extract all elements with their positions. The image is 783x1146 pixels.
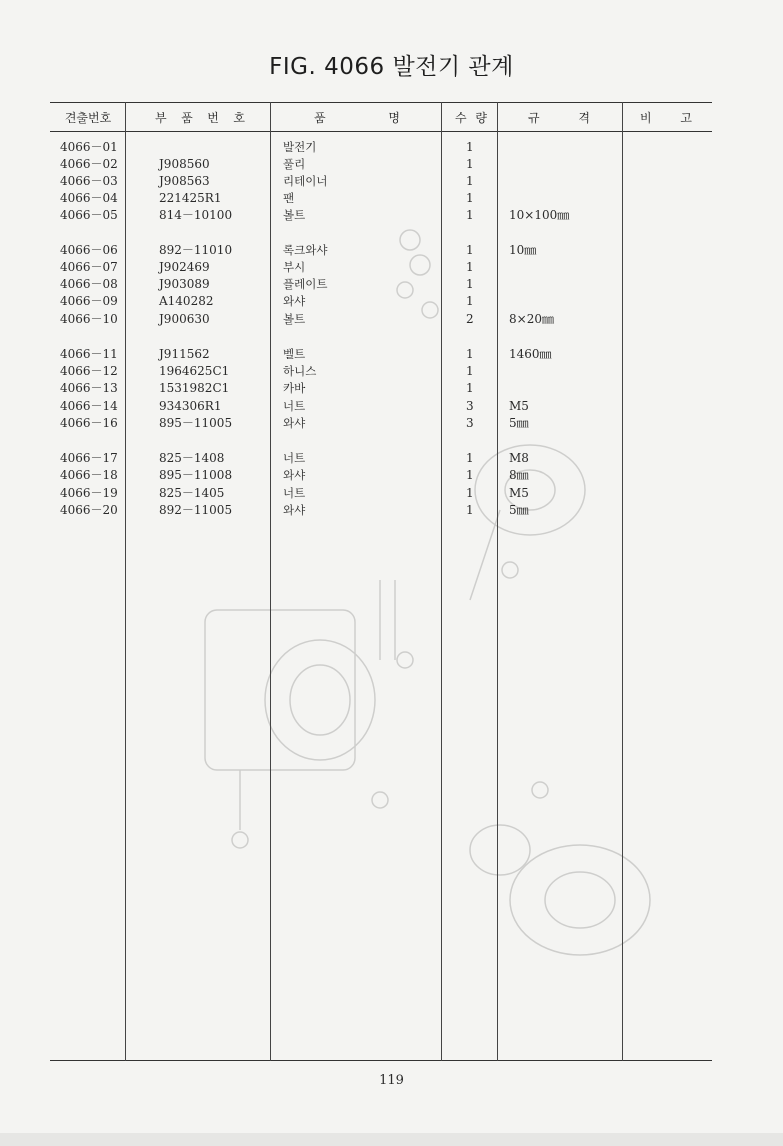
row-name: 풀리 [283,157,306,171]
row-name: 너트 [283,399,306,413]
row-index: 4066－14 [60,399,118,413]
header-qty-char: 량 [475,110,487,125]
table-header-rule [50,131,712,132]
row-name: 와샤 [283,294,306,308]
row-spec: 10㎜ [509,243,537,257]
row-part-no: 825－1405 [159,486,225,500]
row-index: 4066－03 [60,174,118,188]
row-index: 4066－17 [60,451,118,465]
row-qty: 1 [466,294,474,308]
row-index: 4066－04 [60,191,118,205]
row-part-no: A140282 [159,294,214,308]
header-name-char: 명 [388,110,400,125]
row-part-no: 892－11005 [159,503,233,517]
row-index: 4066－08 [60,277,118,291]
row-name: 발전기 [283,140,317,154]
header-part-no-char: 품 [181,110,193,125]
row-qty: 1 [466,347,474,361]
header-part-no [155,108,245,126]
row-part-no: J902469 [159,260,210,274]
row-name: 너트 [283,486,306,500]
row-spec: 8×20㎜ [509,312,554,326]
row-index: 4066－09 [60,294,118,308]
row-name: 팬 [283,191,295,205]
row-name: 리테이너 [283,174,328,188]
column-divider [497,102,498,1061]
header-name-char: 품 [314,110,326,125]
header-remarks-char: 비 [640,110,652,125]
row-qty: 1 [466,451,474,465]
header-remarks-char: 고 [680,110,692,125]
header-index [58,108,118,126]
row-qty: 1 [466,208,474,222]
header-part-no-char: 번 [207,110,219,125]
row-spec: 1460㎜ [509,347,552,361]
row-name: 플레이트 [283,277,328,291]
row-qty: 3 [466,399,474,413]
row-part-no: 934306R1 [159,399,222,413]
row-spec: M8 [509,451,529,465]
row-spec: 5㎜ [509,503,529,517]
header-part-no-char: 호 [233,110,245,125]
row-part-no: J911562 [159,347,210,361]
row-name: 카바 [283,381,306,395]
row-name: 록크와샤 [283,243,328,257]
row-qty: 1 [466,277,474,291]
header-spec [528,108,590,126]
row-part-no: J903089 [159,277,210,291]
row-part-no: J908560 [159,157,210,171]
row-index: 4066－05 [60,208,118,222]
row-qty: 1 [466,191,474,205]
page-title: FIG. 4066 발전기 관계 [269,54,514,80]
row-part-no: 1531982C1 [159,381,230,395]
row-spec: M5 [509,486,529,500]
row-name: 벨트 [283,347,306,361]
column-divider [125,102,126,1061]
row-part-no: 825－1408 [159,451,225,465]
table-bottom-rule [50,1060,712,1061]
header-index-label: 견출번호 [64,110,112,125]
header-spec-char: 규 [528,110,540,125]
row-part-no: 892－11010 [159,243,233,257]
header-qty-char: 수 [455,110,467,125]
row-name: 볼트 [283,312,306,326]
row-name: 와샤 [283,503,306,517]
row-index: 4066－13 [60,381,118,395]
row-index: 4066－11 [60,347,118,361]
row-part-no: 1964625C1 [159,364,230,378]
header-remarks [640,108,692,126]
row-qty: 1 [466,243,474,257]
header-name [314,108,400,126]
row-qty: 1 [466,503,474,517]
row-qty: 1 [466,140,474,154]
row-part-no: 221425R1 [159,191,222,205]
row-name: 와샤 [283,416,306,430]
row-name: 볼트 [283,208,306,222]
row-part-no: 814－10100 [159,208,233,222]
row-index: 4066－02 [60,157,118,171]
column-divider [270,102,271,1061]
row-name: 너트 [283,451,306,465]
row-qty: 1 [466,174,474,188]
header-qty [455,108,487,126]
row-index: 4066－12 [60,364,118,378]
row-index: 4066－01 [60,140,118,154]
row-name: 와샤 [283,468,306,482]
column-divider [622,102,623,1061]
scan-edge [0,1133,783,1146]
header-spec-char: 격 [578,110,590,125]
row-index: 4066－06 [60,243,118,257]
row-qty: 1 [466,381,474,395]
row-spec: M5 [509,399,529,413]
table-top-rule [50,102,712,103]
page-number: 119 [379,1073,404,1088]
header-part-no-char: 부 [155,110,167,125]
row-index: 4066－07 [60,260,118,274]
row-index: 4066－10 [60,312,118,326]
row-qty: 1 [466,486,474,500]
row-index: 4066－18 [60,468,118,482]
row-index: 4066－20 [60,503,118,517]
row-index: 4066－16 [60,416,118,430]
column-divider [441,102,442,1061]
row-part-no: 895－11008 [159,468,233,482]
row-index: 4066－19 [60,486,118,500]
row-name: 부시 [283,260,306,274]
row-spec: 10×100㎜ [509,208,570,222]
row-qty: 1 [466,468,474,482]
row-part-no: J908563 [159,174,210,188]
exploded-view-drawing [180,220,740,980]
row-qty: 1 [466,157,474,171]
row-qty: 3 [466,416,474,430]
row-spec: 5㎜ [509,416,529,430]
row-part-no: 895－11005 [159,416,233,430]
row-qty: 1 [466,260,474,274]
row-qty: 2 [466,312,474,326]
row-spec: 8㎜ [509,468,529,482]
row-part-no: J900630 [159,312,210,326]
row-name: 하니스 [283,364,317,378]
row-qty: 1 [466,364,474,378]
